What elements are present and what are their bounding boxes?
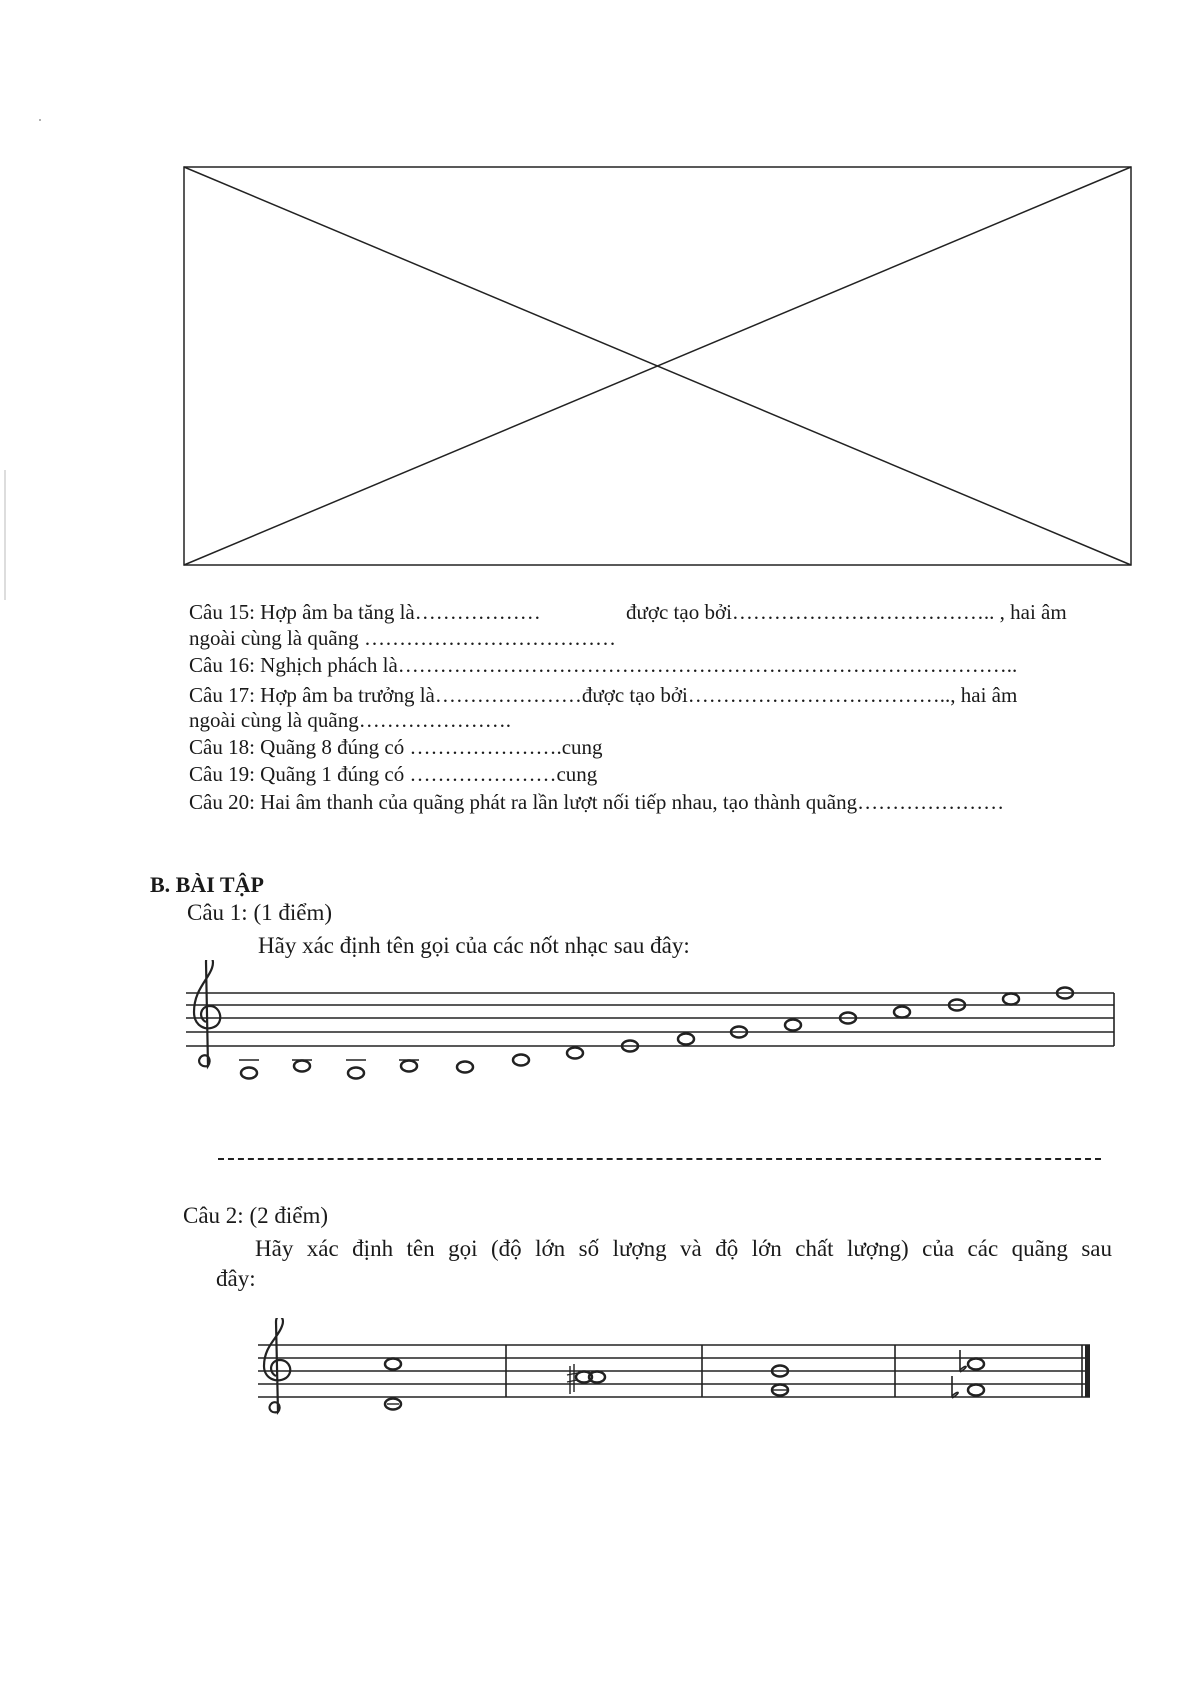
treble-clef-icon — [264, 1318, 290, 1412]
treble-clef-icon — [194, 960, 220, 1066]
answer-dash-line — [218, 1158, 1101, 1160]
q17-line2: ngoài cùng là quãng…………………. — [189, 708, 511, 732]
staff-exercise-1 — [186, 960, 1116, 1110]
exercise1-prompt: Hãy xác định tên gọi của các nốt nhạc sau đây: — [258, 933, 690, 958]
exercise1-title: Câu 1: (1 điểm) — [187, 900, 332, 925]
exercise2-title: Câu 2: (2 điểm) — [183, 1203, 328, 1228]
q15-line1-right — [626, 599, 1067, 625]
exercise2-prompt-line2: đây: — [216, 1266, 256, 1291]
q15-text-a: Câu 15: Hợp âm ba tăng là……………… — [189, 600, 541, 624]
q18: Câu 18: Quãng 8 đúng có ………………….cung — [189, 735, 603, 759]
image-placeholder-box — [180, 165, 1135, 568]
q20: Câu 20: Hai âm thanh của quãng phát ra lần lượt nối tiếp nhau, tạo thành quãng………………… — [189, 790, 1005, 814]
exercise2-prompt-line1: Hãy xác định tên gọi (độ lớn số lượng và độ lớn chất lượng) của các quãng sau — [255, 1236, 1112, 1261]
section-b-title: B. BÀI TẬP — [150, 872, 264, 897]
q17-line1: Câu 17: Hợp âm ba trưởng là…………………được tạo bởi……………………………….., hai âm — [189, 683, 1018, 707]
q19: Câu 19: Quãng 1 đúng có …………………cung — [189, 762, 598, 786]
staff-exercise-2 — [258, 1318, 1093, 1418]
q16: Câu 16: Nghịch phách là…………………………………………………………………………….. — [189, 653, 1018, 677]
flat-icon — [952, 1350, 966, 1398]
q15-text-b: được tạo bởi……………………………….. , hai âm — [626, 600, 1067, 624]
whole-note-icon — [241, 988, 1073, 1079]
q15-line2: ngoài cùng là quãng ……………………………… — [189, 626, 616, 650]
q15-line1-left — [189, 599, 541, 625]
broken-image-placeholder-icon — [184, 167, 1131, 565]
